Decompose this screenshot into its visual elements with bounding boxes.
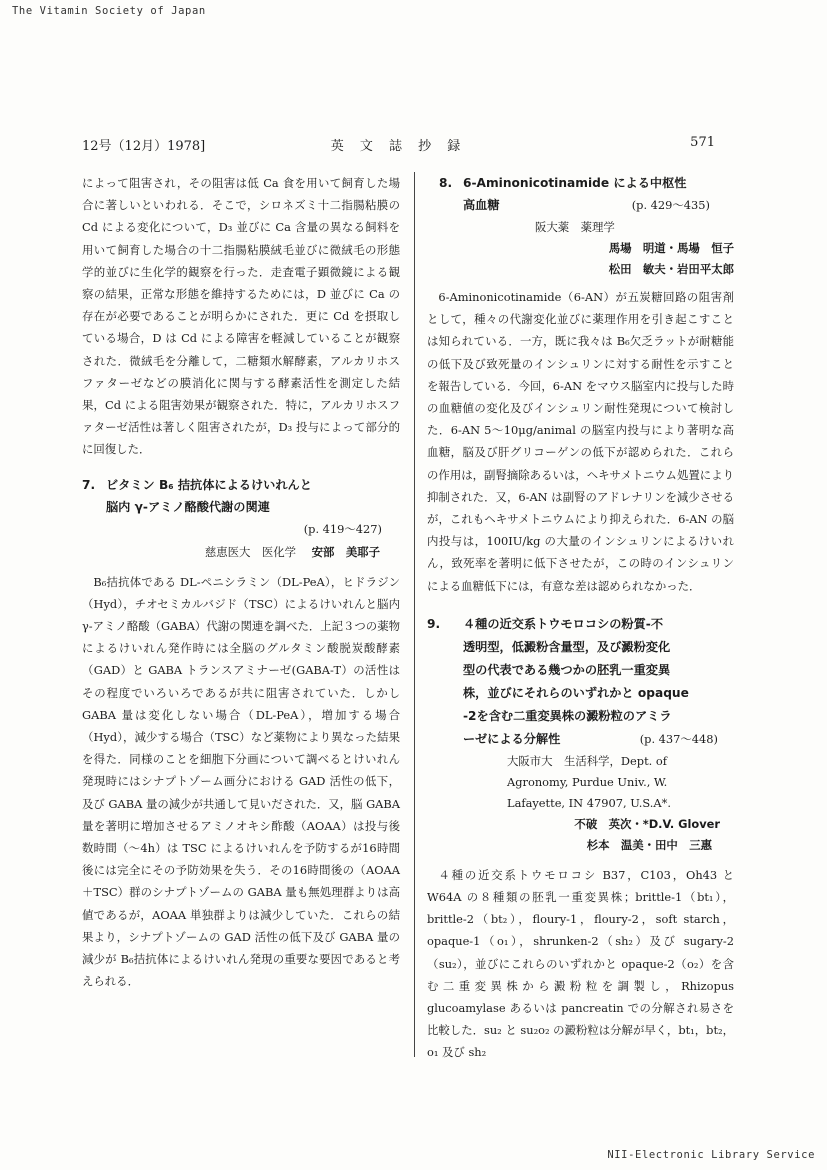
article-7-title-line-1: ビタミン B₆ 拮抗体によるけいれんと (106, 477, 312, 492)
article-7-pages: (p. 419～427) (303, 521, 382, 536)
article-8-heading (427, 172, 734, 216)
article-7-number: 7. (82, 477, 96, 492)
running-header (82, 135, 715, 153)
page-number: 571 (690, 135, 715, 150)
article-9-number: 9. (427, 616, 441, 631)
article-9-title-line-3: 型の代表である幾つかの胚乳一重変異 (463, 662, 671, 677)
article-8-title-line-2: 高血糖 (463, 198, 500, 212)
article-8-authors-line-1 (427, 238, 734, 259)
article-7-authors: 安部 美耶子 (311, 544, 380, 559)
article-9-authors-1: 不破 英次・*D.V. Glover (574, 816, 720, 831)
article-9-title-line-5: -2を含む二重変異株の澱粉粒のアミラ (463, 708, 672, 723)
journal-title: 英 文 誌 抄 録 (330, 139, 467, 154)
column-divider (414, 172, 415, 1057)
article-7-heading (82, 474, 400, 540)
article-9-affiliation (427, 751, 734, 814)
article-7-title-line-2: 脳内 γ-アミノ酪酸代謝の関連 (106, 499, 270, 514)
bottom-source-label: NII-Electronic Library Service (607, 1149, 815, 1161)
article-9-affiliation-line-2: Agronomy, Purdue Univ., W. (507, 774, 668, 789)
article-9-title-line-4: 株，並びにそれらのいずれかと opaque (463, 685, 689, 700)
article-9-affiliation-line-1: 大阪市大 生活科学，Dept. of (507, 753, 667, 768)
article-8-number: 8. (439, 176, 453, 190)
article-8-authors-2: 松田 敏夫・岩田平太郎 (608, 262, 734, 276)
article-9-authors-2: 杉本 温美・田中 三惠 (586, 837, 712, 852)
article-9-pages: (p. 437～448) (639, 731, 718, 746)
article-8-authors-1: 馬場 明道・馬場 恒子 (608, 241, 734, 255)
article-7-affiliation: 慈恵医大 医化学 (204, 544, 297, 559)
article-9-title-line-6: ーゼによる分解性 (463, 731, 561, 746)
article-9-authors-line-2 (427, 835, 734, 856)
article-8-affiliation: 阪大薬 薬理学 (535, 220, 615, 234)
article-9-authors-line-1 (427, 814, 734, 835)
article-9-abstract: ４種の近交系トウモロコシ B37，C103，Oh43 と W64A の８種類の胚乳一重変異株；brittle-1（bt₁），brittle-2（bt₂），floury-1，floury-2，soft starch，opaque-1（o₁），shrunken-2（sh₂）及び sugary-2（su₂），並びにこれらのいずれかと opaque-2（o₂）を含む二重変異株から澱粉粒を調製し，Rhizopus glucoamylase あるいは pancreatin での分解され易さを比較した．su₂ と su₂o₂ の澱粉粒は分解が早く，bt₁，bt₂，o₁ 及び sh₂ (427, 867, 734, 1060)
article-9-title-line-2: 透明型，低澱粉含量型，及び澱粉変化 (463, 639, 671, 654)
right-column (427, 172, 734, 1064)
article-8-abstract: 6-Aminonicotinamide（6-AN）が五炭糖回路の阻害剤として，種々の代謝変化並びに薬理作用を引き起こすことは知られている．一方，既に我々は B₆欠乏ラットが耐糖能の低下及び致死量のインシュリンに対する耐性を示すことを報告している．今回，6-AN をマウス脳室内に投与した時の血糖値の変化及びインシュリン耐性発現について検討した．6-AN 5～10μg/animal の脳室内投与により著明な高血糖，脳及び肝グリコーゲンの低下が認められた．これらの作用は，副腎摘除あるいは，ヘキサメトニウム処置により抑制された．又，6-AN は副腎のアドレナリンを減少させるが，これもヘキサメトニウムにより抑えられた．6-AN の脳内投与は，100IU/kg の大量のインシュリンによるけいれん，致死率を著明に低下させたが，この時のインシュリンによる血糖低下には，有意な差は認められなかった． (427, 290, 734, 593)
continued-abstract: によって阻害され，その阻害は低 Ca 食を用いて飼育した場合に著しいといわれる．そこで，シロネズミ十二指腸粘膜の Cd による変化について，D₃ 並びに Ca 含量の異なる飼料を用いて飼育した場合の十二指腸粘膜絨毛並びに微絨毛の形態学的並びに生化学的観察を行った．走査電子顕微鏡による観察の結果，正常な形態を維持するためには，D 並びに Ca の存在が必要であることが明らかにされた．更に Cd を摂取している場合，D は Cd による障害を軽減していることが観察された．微絨毛を分離して，二糖類水解酵素，アルカリホスファターゼなどの膜消化に関与する酵素活性を測定した結果，Cd による阻害効果が観察された．特に，アルカリホスファターゼ活性は著しく阻害されたが，D₃ 投与によって部分的に回復した． (82, 176, 400, 457)
top-source-label: The Vitamin Society of Japan (12, 5, 206, 17)
article-9-affiliation-line-3: Lafayette, IN 47907, U.S.A*. (507, 795, 671, 810)
left-column (82, 172, 400, 993)
article-9-title-line-1: ４種の近交系トウモロコシの粉質-不 (463, 616, 664, 631)
article-8-pages: (p. 429～435) (631, 198, 710, 212)
article-9-heading (427, 613, 734, 751)
article-8-title-line-1: 6-Aminonicotinamide による中枢性 (463, 176, 687, 190)
article-7-affiliation-line (82, 542, 400, 563)
article-7-abstract: B₆拮抗体である DL-ペニシラミン（DL-PeA），ヒドラジン（Hyd），チオセミカルバジド（TSC）によるけいれんと脳内 γ-アミノ酪酸（GABA）代謝の関連を調べた．上記３つの薬物によるけいれん発作時には全脳のグルタミン酸脱炭酸酵素（GAD）と GABA トランスアミナーゼ(GABA-T）の活性はその程度でいろいろであるが共に阻害されていた．しかし GABA 量は変化しない場合（DL-PeA），増加する場合（Hyd），減少する場合（TSC）など薬物により異なった結果を得た．同様のことを細胞下分画について調べるとけいれん発現時にはシナプトゾーム画分における GAD 活性の低下，及び GABA 量の減少が共通して見いだされた．又，脳 GABA 量を著明に増加させるアミノオキシ酢酸（AOAA）は投与後数時間（～4h）は TSC によるけいれんを予防するが16時間後には完全にその予防効果を失う．その16時間後の（AOAA＋TSC）群のシナプトゾームの GABA 量も無処理群よりは高値であるが，AOAA 単独群よりは減少していた．これらの結果より，シナプトゾームの GAD 活性の低下及び GABA 量の減少が B₆拮抗体によるけいれん発現の重要な要因であると考えられる． (82, 574, 400, 989)
article-8-authors-line-2 (427, 259, 734, 280)
issue-label: 12号（12月）1978] (82, 139, 206, 154)
